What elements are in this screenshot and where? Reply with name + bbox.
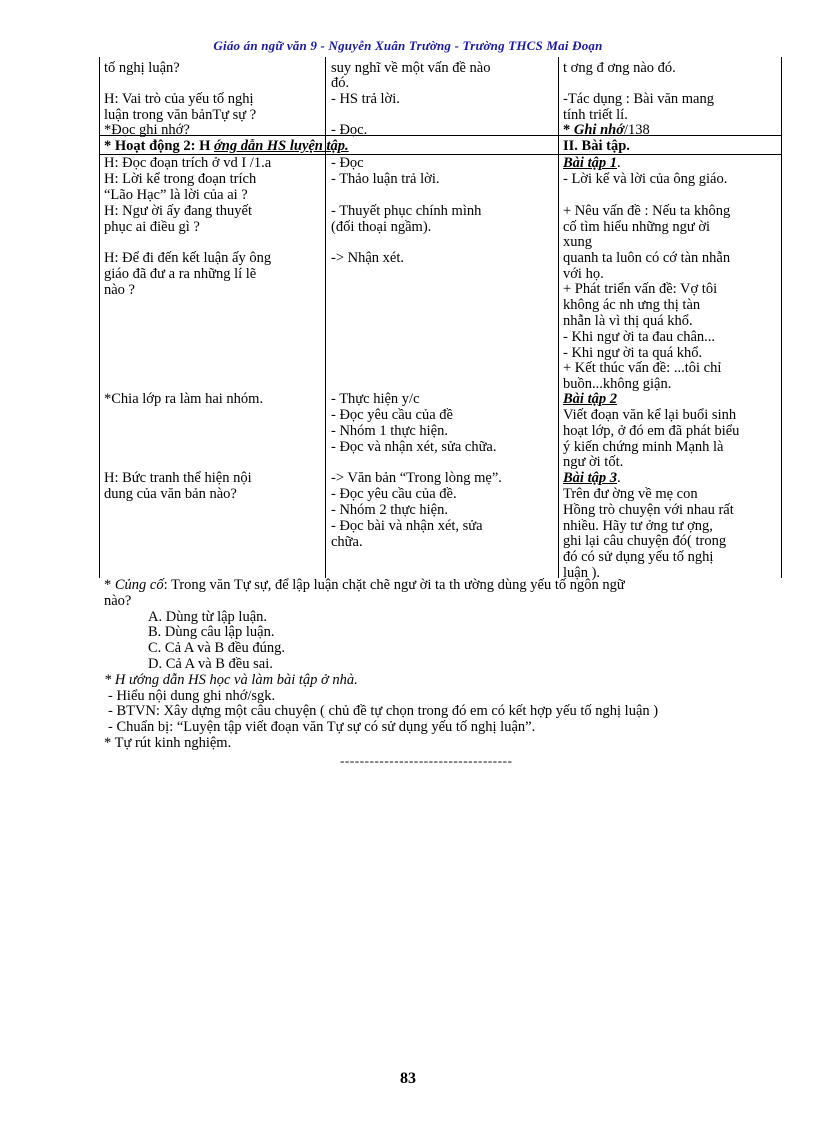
consolidate-line: * Củng cố: Trong văn Tự sự, để lập luận chặt chẽ ngư ời ta th ường dùng yếu tố ngôn ngữ [104, 577, 625, 593]
homework-item: * Tự rút kinh nghiệm. [104, 734, 232, 751]
col3-line: + Nêu vấn đề : Nếu ta không [563, 203, 731, 219]
activity-2-heading [104, 138, 349, 154]
col2-line: - Thảo luận trả lời. [331, 171, 440, 187]
exercise-3-heading [563, 470, 621, 486]
exercise-3-label: Bài tập 3 [563, 470, 617, 486]
col3-line: đó có sử dụng yếu tố nghị [563, 549, 714, 565]
col2-line: - Đọc [331, 155, 364, 171]
col2-line: đó. [331, 75, 350, 91]
col3-line: xung [563, 234, 592, 250]
col3-line: - Khi ngư ời ta quá khổ. [563, 345, 703, 361]
ghi-nho-line [563, 122, 650, 138]
col3-line: cố tìm hiểu những ngư ời [563, 219, 711, 235]
col1-line: *Chia lớp ra làm hai nhóm. [104, 391, 264, 407]
col1-line: luận trong văn bảnTự sự ? [104, 107, 257, 123]
consolidate-line-2: nào? [104, 592, 132, 609]
col3-line: hoạt lớp, ở đó em đã phát biểu [563, 423, 740, 439]
col1-line: H: Đọc đoạn trích ở vd I /1.a [104, 155, 272, 171]
col3-line: -Tác dụng : Bài văn mang [563, 91, 714, 107]
ghi-nho-star: * [563, 122, 571, 138]
col3-line: nhẫn là vì thị quá khổ. [563, 313, 693, 329]
col2-line: (đối thoại ngầm). [331, 219, 432, 235]
consolidate-label: Củng cố [114, 577, 164, 593]
col1-line: H: Ngư ời ấy đang thuyết [104, 203, 253, 219]
col1-line: H: Lời kể trong đoạn trích [104, 171, 257, 187]
col3-line: Trên đư ờng về mẹ con [563, 486, 698, 502]
col1-line: H: Để đi đến kết luận ấy ông [104, 250, 272, 266]
activity-2-title: ớng dẫn HS luyện tập. [213, 138, 349, 154]
col2-line: - HS trả lời. [331, 91, 400, 107]
col1-line: phục ai điều gì ? [104, 219, 200, 235]
activity-2-prefix: * Hoạt động 2: H [104, 138, 211, 154]
col2-line: suy nghĩ về một vấn đề nào [331, 60, 491, 76]
col3-line: Viết đoạn văn kể lại buổi sinh [563, 407, 737, 423]
col3-line: nhiều. Hãy tư ởng tư ợng, [563, 518, 713, 534]
col2-line: - Thuyết phục chính mình [331, 203, 482, 219]
option-a: A. Dùng từ lập luận. [148, 608, 268, 625]
exercise-1-label: Bài tập 1 [563, 155, 617, 171]
ghi-nho-label: Ghi nhớ [573, 122, 624, 138]
col3-line: ngư ời tốt. [563, 454, 624, 470]
col1-line: giáo đã đư a ra những lí lẽ [104, 266, 257, 282]
col3-line: luận ). [563, 565, 601, 581]
homework-title: * H ướng dẫn HS học và làm bài tập ở nhà. [104, 671, 358, 688]
col2-line: - Nhóm 2 thực hiện. [331, 502, 448, 518]
lesson-table [99, 57, 782, 581]
col3-line: tính triết lí. [563, 107, 628, 123]
col3-line: Hồng trò chuyện với nhau rất [563, 502, 734, 518]
col2-line: - Nhóm 1 thực hiện. [331, 423, 448, 439]
col1-line: nào ? [104, 282, 135, 298]
table-rule-1 [99, 135, 782, 136]
col1-line: H: Vai trò của yếu tố nghị [104, 91, 254, 107]
col2-line: -> Văn bản “Trong lòng mẹ”. [331, 470, 502, 486]
section-heading-exercises: II. Bài tập. [563, 138, 630, 154]
consolidate-question: : Trong văn Tự sự, để lập luận chặt chẽ ngư ời ta th ường dùng yếu tố ngôn ngữ [163, 577, 625, 593]
homework-item: - Hiểu nội dung ghi nhớ/sgk. [108, 687, 276, 704]
col1-line: “Lão Hạc” là lời của ai ? [104, 187, 248, 203]
col3-line: + Phát triển vấn đề: Vợ tôi [563, 281, 718, 297]
col1-line: dung của văn bản nào? [104, 486, 237, 502]
col3-line: buồn...không giận. [563, 376, 672, 392]
col2-line: chữa. [331, 534, 363, 550]
col3-line: không ác nh ưng thị tàn [563, 297, 701, 313]
col1-line: H: Bức tranh thể hiện nội [104, 470, 252, 486]
exercise-1-heading [563, 155, 621, 171]
col2-line: - Đọc. [331, 122, 368, 138]
lesson-footer [104, 578, 784, 752]
col3-line: - Khi ngư ời ta đau chân... [563, 329, 716, 345]
col3-line: - Lời kể và lời của ông giáo. [563, 171, 728, 187]
col2-line: - Thực hiện y/c [331, 391, 420, 407]
page-header: Giáo án ngữ văn 9 - Nguyễn Xuân Trường - Trường THCS Mai Đoạn [213, 38, 603, 53]
col1-line: *Đọc ghi nhớ? [104, 122, 190, 138]
col2-line: - Đọc và nhận xét, sửa chữa. [331, 439, 497, 455]
ghi-nho-page: /138 [623, 122, 650, 138]
separator-dashes: ----------------------------------- [340, 753, 513, 768]
homework-item: - Chuẩn bị: “Luyện tập viết đoạn văn Tự sự có sử dụng yếu tố nghị luận”. [108, 719, 536, 736]
col3-line: quanh ta luôn có cớ tàn nhẫn [563, 250, 731, 266]
option-c: C. Cả A và B đều đúng. [148, 640, 285, 657]
option-b: B. Dùng câu lập luận. [148, 624, 275, 641]
exercise-1-dot: . [616, 155, 621, 171]
option-d: D. Cả A và B đều sai. [148, 655, 273, 672]
col1-line: tố nghị luận? [104, 60, 180, 76]
col2-line: - Đọc yêu cầu của đề. [331, 486, 457, 502]
exercise-3-dot: . [616, 470, 621, 486]
col3-line: với họ. [563, 266, 604, 282]
col2-line: -> Nhận xét. [331, 250, 405, 266]
exercise-2-heading: Bài tập 2 [563, 391, 617, 407]
page-number: 83 [400, 1070, 416, 1087]
col3-line: + Kết thúc vấn đề: ...tôi chỉ [563, 360, 722, 376]
col2-line: - Đọc bài và nhận xét, sửa [331, 518, 483, 534]
col3-line: ghi lại câu chuyện đó( trong [563, 533, 727, 549]
col3-line: t ơng đ ơng nào đó. [563, 60, 676, 76]
homework-item: - BTVN: Xây dựng một câu chuyện ( chủ đề tự chọn trong đó em có kết hợp yếu tố nghị luận ) [108, 703, 659, 720]
col3-line: ý kiến chứng minh Mạnh là [563, 439, 724, 455]
col2-line: - Đọc yêu cầu của đề [331, 407, 453, 423]
